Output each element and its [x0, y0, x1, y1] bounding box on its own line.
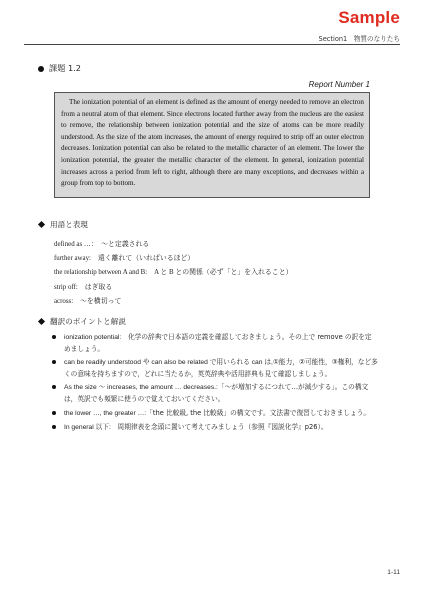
notes-title: 翻訳のポイントと解説	[50, 317, 126, 326]
page-number: 1-11	[387, 569, 400, 576]
notes-heading	[38, 316, 126, 327]
diamond-bullet-icon	[38, 221, 45, 228]
task-heading	[38, 63, 81, 74]
note-lead: the lower …, the greater …:	[64, 409, 147, 417]
note-body: 「the 比較級, the 比較級」の構文です。文法書で復習しておきましょう。	[146, 408, 371, 417]
note-item	[50, 357, 378, 379]
note-body: 周期律表を念頭に置いて考えてみましょう（参照『図説化学』p26）。	[110, 423, 328, 432]
note-item	[50, 332, 378, 354]
source-passage-text: The ionization potential of an element is defined as the amount of energy needed to remove an electron from a neutral atom of that element. Since electrons located further away from the nucleus are the easiest to remove, the relationship between ionization potential and the size of atoms can be more readily understood. As the size of the atom increases, the amount of energy required to strip off an outer electron decreases. Ionization potential can also be related to the metallic character of an element. The lower the ionization potential, the greater the metallic character of the element. In general, ionization potential increases across a period from left to right, although there are many exceptions, and decreases within a group from top to bottom.	[61, 98, 364, 188]
terms-list	[54, 238, 374, 309]
note-body: 化学の辞典で日本語の定義を確認しておきましょう。その上で remove の訳を定めましょう。	[64, 333, 372, 353]
note-lead: can be readily understood や can also be related で用いられる can は,	[64, 359, 273, 367]
section-header: Section1 物質のなりたち	[318, 35, 400, 43]
note-item	[50, 382, 378, 404]
bullet-dot-icon	[52, 385, 56, 389]
term-item: further away: 遠く離れて（いればいるほど）	[54, 255, 195, 263]
terms-title: 用語と表現	[50, 220, 88, 229]
term-item: the relationship between A and B: A と B との関係（必ず「と」を入れること）	[54, 269, 293, 277]
terms-heading	[38, 219, 88, 230]
term-item: defined as …： ～と定義される	[54, 241, 150, 248]
note-body: ①能力，②可能性，③権利，など多くの意味を持ちますので，どれに当たるか，英英辞典や活用辞典も見て確認しましょう。	[64, 358, 378, 378]
source-passage-box	[54, 92, 370, 198]
note-item	[50, 422, 378, 434]
task-title: 課題 1.2	[49, 63, 81, 73]
report-number: Report Number 1	[308, 80, 370, 89]
sample-watermark-label: Sample	[338, 8, 400, 27]
diamond-bullet-icon	[38, 318, 45, 325]
note-lead: As the size ～ increases, the amount … decreases.:	[64, 384, 218, 392]
bullet-dot-icon	[52, 360, 56, 364]
term-item: across: ～を横切って	[54, 297, 122, 305]
note-body: 「～が増加するにつれて…が減少する」。この構文は，英訳でも頻繁に使うので覚えておいてください。	[64, 383, 369, 403]
note-lead: ionization potential:	[64, 334, 122, 341]
filled-circle-icon	[38, 66, 44, 72]
note-lead: In general 以下:	[64, 424, 111, 432]
term-item: strip off: はぎ取る	[54, 283, 113, 291]
bullet-dot-icon	[52, 411, 56, 415]
notes-list	[50, 332, 378, 437]
bullet-dot-icon	[52, 335, 56, 339]
note-item	[50, 408, 378, 420]
bullet-dot-icon	[52, 425, 56, 429]
header-divider	[24, 44, 400, 45]
